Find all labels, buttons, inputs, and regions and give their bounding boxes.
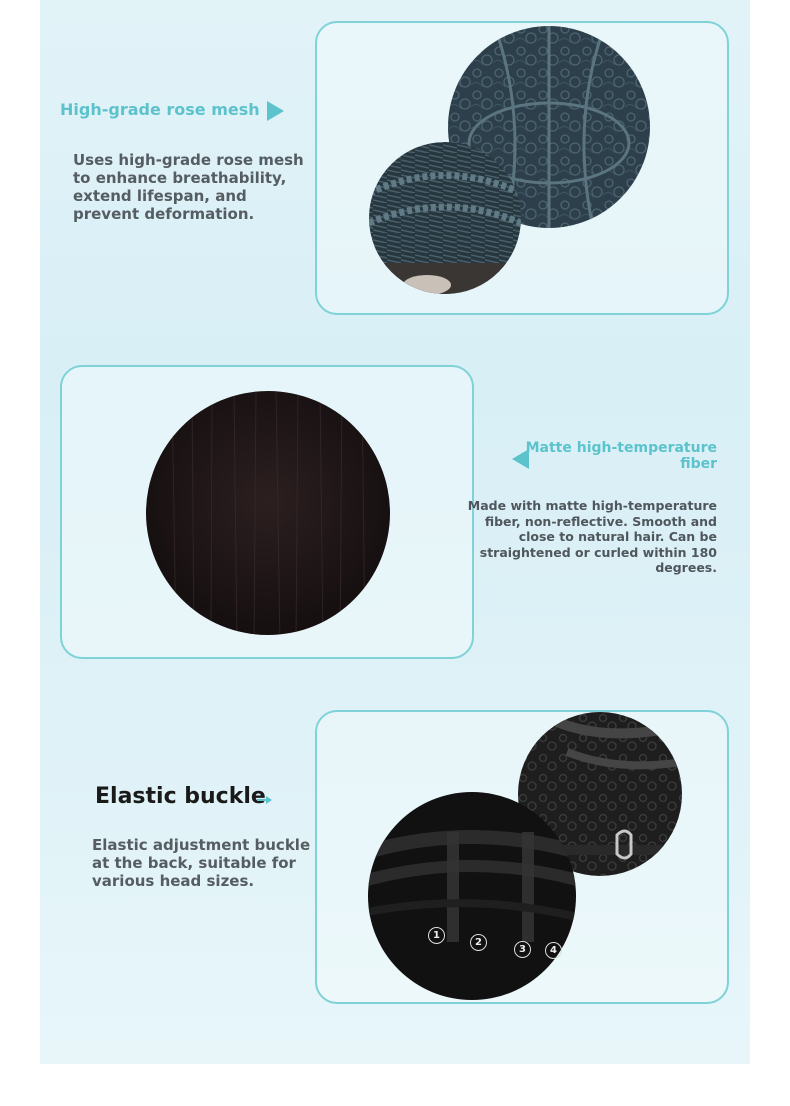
- wig-cap-mesh-image: [317, 23, 727, 313]
- step-number-2: 2: [470, 934, 487, 951]
- feature-description-elastic-buckle: Elastic adjustment buckle at the back, suitable for various head sizes.: [92, 836, 311, 890]
- accent-arrow-icon: [257, 795, 273, 805]
- step-number-1: 1: [428, 927, 445, 944]
- step-number-3: 3: [514, 941, 531, 958]
- elastic-buckle-image: [317, 712, 727, 1002]
- image-frame-rose-mesh: [315, 21, 729, 315]
- feature-description-rose-mesh: Uses high-grade rose mesh to enhance breathability, extend lifespan, and prevent deformation.: [73, 151, 304, 223]
- feature-title-fiber: Matte high-temperature fiber: [525, 440, 717, 472]
- feature-title-elastic-buckle: Elastic buckle: [95, 784, 266, 809]
- image-frame-elastic-buckle: [315, 710, 729, 1004]
- hair-fiber-image: [62, 367, 472, 657]
- step-number-4: 4: [545, 942, 562, 959]
- feature-title-rose-mesh: High-grade rose mesh: [60, 100, 260, 119]
- feature-description-fiber: Made with matte high-temperature fiber, non-reflective. Smooth and close to natural hair. Can be straightened or curled within 180 degrees.: [467, 498, 717, 575]
- image-frame-fiber: [60, 365, 474, 659]
- arrow-right-icon: [265, 100, 285, 122]
